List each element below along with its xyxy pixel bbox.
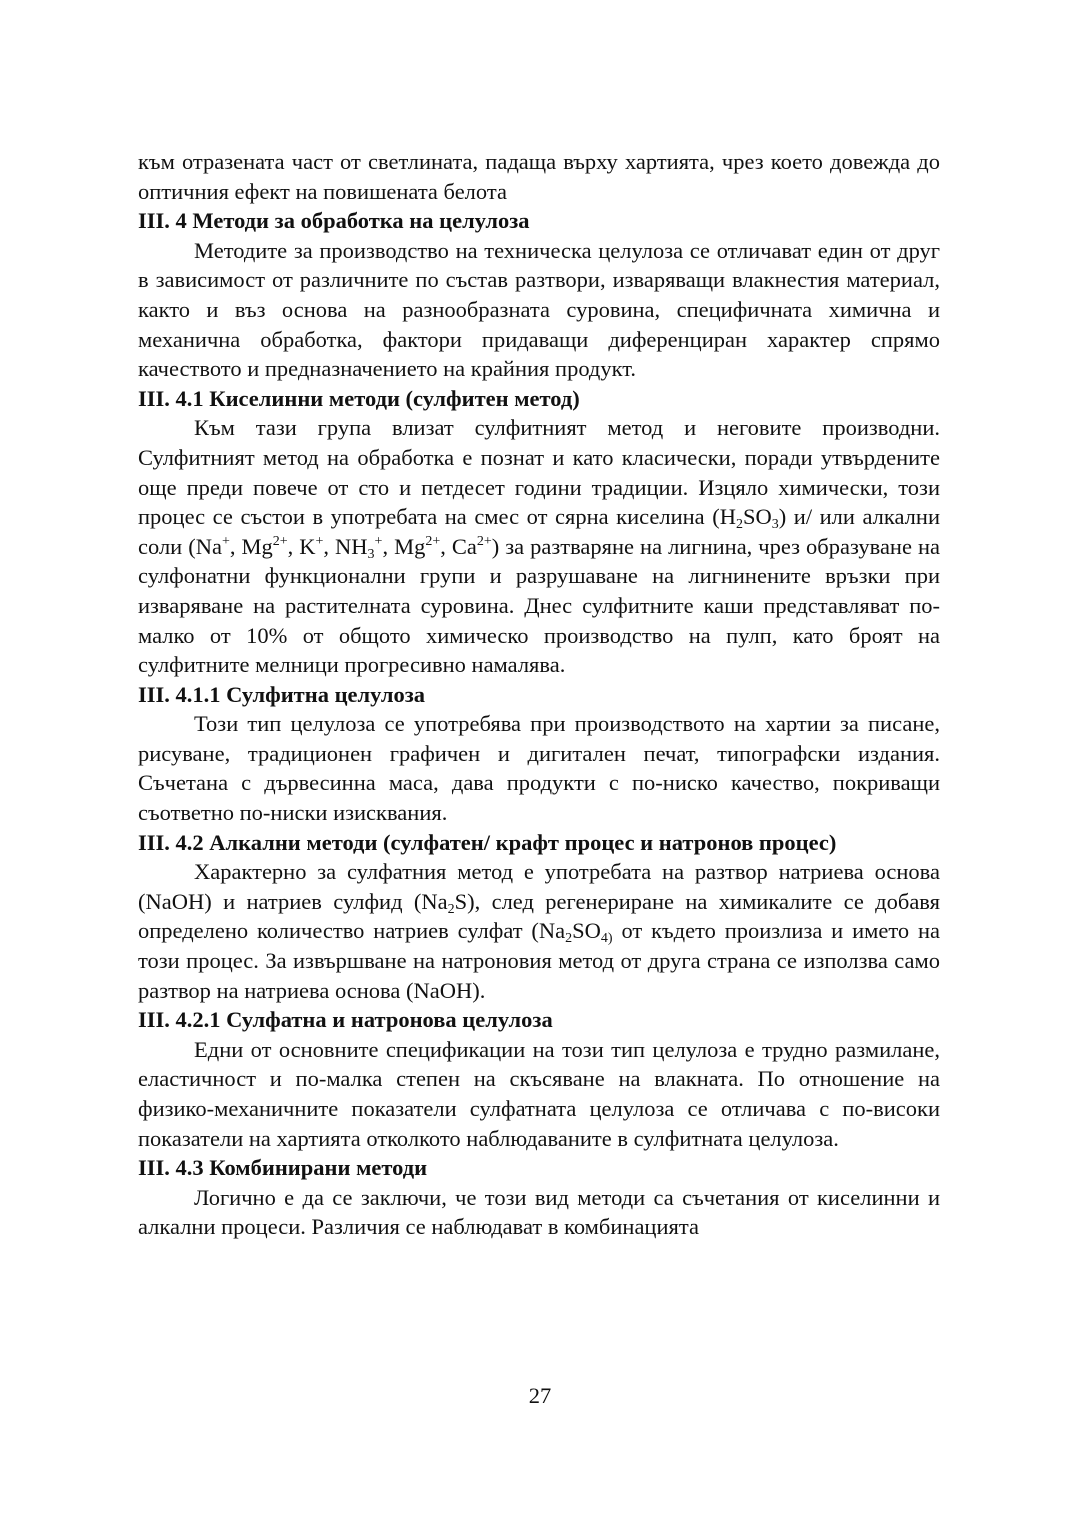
text-run: SO [742,504,772,530]
heading-4-1: III. 4.1 Киселинни методи (сулфитен метод) [138,385,580,411]
superscript: + [221,533,230,549]
text-run: , Mg [229,533,273,559]
superscript: 2+ [425,533,441,549]
heading-4-1-1: III. 4.1.1 Сулфитна целулоза [138,681,425,707]
text-run: S), след регенериране на химикалите се добавя определено количество натриев сулфат (Na [138,888,940,944]
subscript: 4) [600,931,613,947]
heading-4-2-1: III. 4.2.1 Сулфатна и натронова целулоза [138,1007,553,1033]
text-run: , NH [323,533,368,559]
text-run: ) и/ или алкални соли (Na [138,504,940,559]
subscript: 2 [447,901,455,917]
text-run: от където произлиза и името на този процес. За извършване на натроновия метод от друга страна се използва само разтвор на натриева основа (NaOH). [138,918,940,1003]
subscript: 3 [367,546,375,562]
superscript: 2+ [476,533,492,549]
paragraph-4-1 [138,413,940,679]
subscript: 2 [735,517,743,533]
superscript: 2+ [272,533,288,549]
superscript: + [315,533,324,549]
heading-4-2: III. 4.2 Алкални методи (сулфатен/ крафт процес и натронов процес) [138,829,837,855]
paragraph-4-1-1: Този тип целулоза се употребява при производството на хартии за писане, рисуване, традиционен графичен и дигитален печат, типографски издания. Съчетана с дървесинна маса, дава продукти с по-ниско качество, покриващи съответно по-ниски изисквания. [138,711,940,826]
superscript: + [374,533,383,549]
text-run: Към тази група влизат сулфитният метод и неговите производни. Сулфитният метод на обработка е познат и като класически, поради утвърдените още преди повече от сто и петдесет години традиции. Изцяло химически, този процес се състои в употребата на смес от сярна киселина (H [138,415,940,530]
text-run: , Ca [440,533,477,559]
page-number: 27 [528,1383,552,1408]
text-run: , Mg [382,533,426,559]
page-body [138,147,940,1242]
text-run: SO [572,918,601,944]
text-run: , K [287,533,316,559]
intro-paragraph: към отразената част от светлината, падаща върху хартията, чрез което довежда до оптичния ефект на повишената белота [138,149,940,204]
paragraph-4: Методите за производство на техническа целулоза се отличават един от друг в зависимост от различните по състав разтвори, изваряващи влакнестия материал, както и въз основа на разнообразната суровина, специфичната химична и механична обработка, фактори придаващи диференциран характер спрямо качеството и предназначението на крайния продукт. [138,237,940,382]
paragraph-4-3: Логично е да се заключи, че този вид методи са съчетания от киселинни и алкални процеси. Различия се наблюдават в комбинацията [138,1184,940,1240]
subscript: 2 [565,931,573,947]
heading-4: III. 4 Методи за обработка на целулоза [138,208,530,234]
text-run: ) за разтваряне на лигнина, чрез образуване на сулфонатни функционални групи и разрушаване на лигнинените връзки при изваряване на растителната суровина. Днес сулфитните каши представляват по-малко от 10% от общото химическо производство на пулп, като броят на сулфитните мелници прогресивно намалява. [138,533,940,678]
paragraph-4-2 [138,857,940,1005]
subscript: 3 [771,517,779,533]
heading-4-3: III. 4.3 Комбинирани методи [138,1155,428,1181]
text-run: Характерно за сулфатния метод е употребата на разтвор натриева основа (NaOH) и натриев сулфид (Na [138,859,940,914]
paragraph-4-2-1: Едни от основните спецификации на този тип целулоза е трудно размилане, еластичност и по-малка степен на скъсяване на влакната. По отношение на физико-механичните показатели сулфатната целулоза се отличава с по-високи показатели на хартията отколкото наблюдаваните в сулфитната целулоза. [138,1036,940,1151]
